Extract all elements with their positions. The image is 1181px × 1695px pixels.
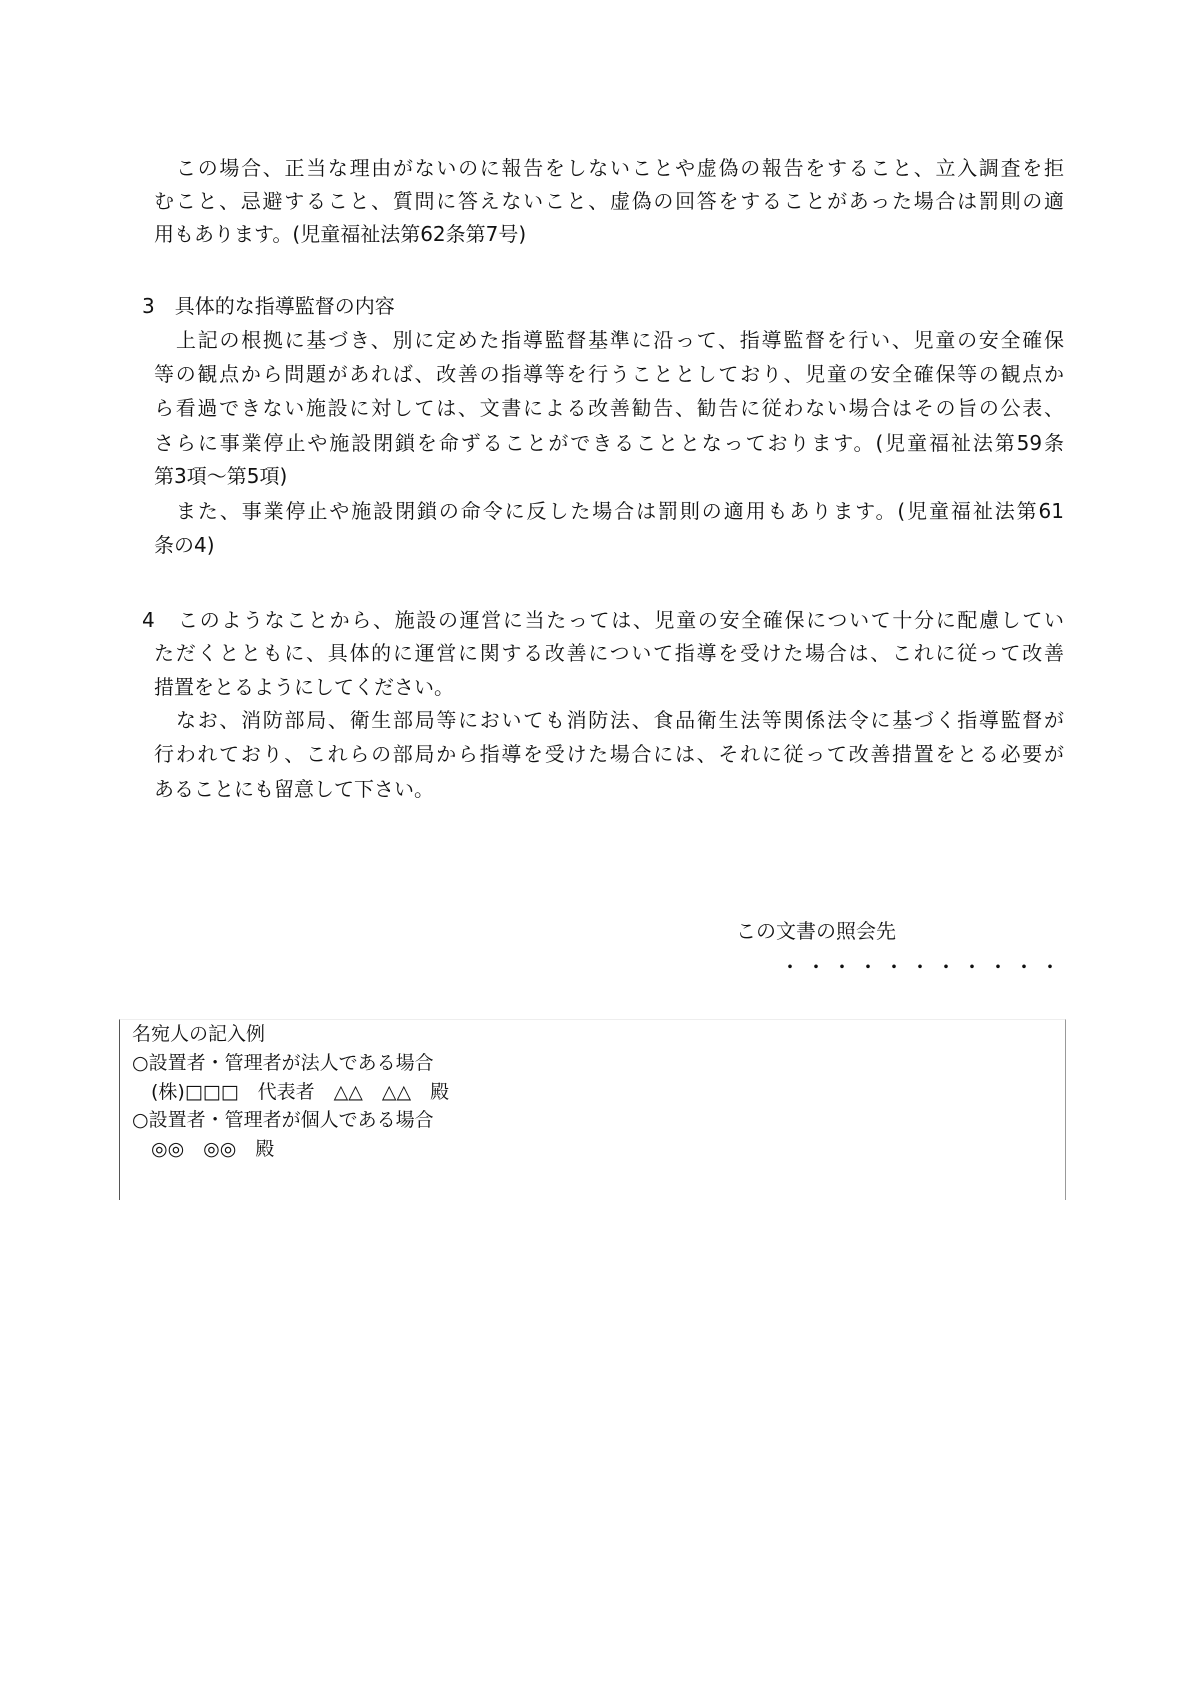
paragraph-line: この場合、正当な理由がないのに報告をしないことや虚偽の報告をすること、立入調査を拒	[176, 156, 1064, 180]
paragraph-line: なお、消防部局、衛生部局等においても消防法、食品衛生法等関係法令に基づく指導監督が	[176, 708, 1064, 732]
contact-label: この文書の照会先	[736, 919, 896, 943]
paragraph-line: 行われており、これらの部局から指導を受けた場合には、それに従って改善措置をとる必要が	[154, 742, 1064, 766]
paragraph-line: また、事業停止や施設閉鎖の命令に反した場合は罰則の適用もあります。(児童福祉法第61	[176, 499, 1064, 523]
box-line: ◎◎ ◎◎ 殿	[132, 1138, 275, 1160]
paragraph-line: ただくとともに、具体的に運営に関する改善について指導を受けた場合は、これに従って改善	[154, 641, 1064, 665]
paragraph-line: さらに事業停止や施設閉鎖を命ずることができることとなっております。(児童福祉法第59条	[154, 431, 1064, 455]
box-line: ○設置者・管理者が法人である場合	[132, 1052, 434, 1074]
paragraph-line: 条の4)	[154, 533, 215, 557]
box-line: (株)□□□ 代表者 △△ △△ 殿	[132, 1081, 450, 1103]
paragraph-line: 用もあります。(児童福祉法第62条第7号)	[154, 222, 527, 246]
box-line: ○設置者・管理者が個人である場合	[132, 1109, 434, 1131]
section-heading: 4 このようなことから、施設の運営に当たっては、児童の安全確保について十分に配慮してい	[142, 608, 1064, 632]
paragraph-line: 第3項～第5項)	[154, 464, 288, 488]
contact-value: ・・・・・・・・・・・	[780, 955, 1066, 979]
paragraph-line: 措置をとるようにしてください。	[154, 675, 454, 699]
paragraph-line: ら看過できない施設に対しては、文書による改善勧告、勧告に従わない場合はその旨の公表、	[154, 396, 1064, 420]
box-title: 名宛人の記入例	[132, 1023, 266, 1045]
paragraph-line: 上記の根拠に基づき、別に定めた指導監督基準に沿って、指導監督を行い、児童の安全確保	[176, 328, 1064, 352]
paragraph-line: 等の観点から問題があれば、改善の指導等を行うこととしており、児童の安全確保等の観点か	[154, 362, 1064, 386]
section-heading: 3 具体的な指導監督の内容	[142, 294, 395, 318]
paragraph-line: あることにも留意して下さい。	[154, 777, 434, 801]
paragraph-line: むこと、忌避すること、質問に答えないこと、虚偽の回答をすることがあった場合は罰則の適	[154, 189, 1064, 213]
addressee-example-box	[119, 1019, 1066, 1200]
